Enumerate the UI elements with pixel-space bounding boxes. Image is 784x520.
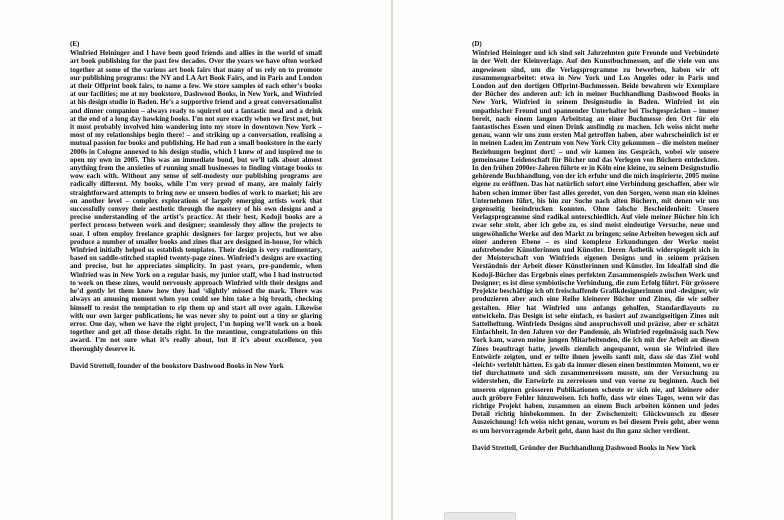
german-body-text: Winfried Heininger und ich sind seit Jahrzehnten gute Freunde und Verbündete in der Welt der Kleinverlage. Auf den Kunstbuchmessen, auf die viele von uns angewiesen sind, um die Verlagsprogramme zu bewerben, haben wir oft zusammengearbeitet: etwa in New York und Los Angeles oder in Paris und London auf den dortigen Offprint-Buchmessen. Beide bewahren wir Exemplare der Bücher des anderen auf: ich in meiner Buchhandlung Dashwood Books in New York, Winfried in seinem Designstudio in Baden. Winfried ist ein empathischer Freund und spannender Unterhalter bei Tischgesprächen – immer bereit, nach einem langen Arbeitstag an einer Buchmesse den Ort für ein fantastisches Essen und einen Drink ausfindig zu machen. Ich weiss nicht mehr genau, wann wir uns zum ersten Mal getroffen haben, aber wahrscheinlich ist er in meinen Laden im Zentrum von New York City gekommen – die meisten meiner Beziehungen beginnt dort! – und wir kamen ins Gespräch, wobei wir unsere gemeinsame Leidenschaft für Bücher und das Verlegen von Büchern entdeckten. In den frühen 2000er-Jahren führte er in Köln eine kleine, zu seinem Designstudio gehörende Buchhandlung, von der ich erfuhr und die mich inspirierte, 2005 meine eigene zu eröffnen. Das hat natürlich sofort eine Verbindung geschaffen, aber wir haben schon immer über fast alles geredet, von den Sorgen, wenn man ein kleines Unternehmen führt, bis hin zur Suche nach alten Büchern, mit denen wir uns gegenseitig beeindrucken konnten. Ohne falsche Bescheidenheit: Unsere Verlagsprogramme sind radikal unterschiedlich. Auf viele meiner Bücher bin ich zwar sehr stolz, aber ich gebe zu, es sind meist eindeutige Versuche, neue und ungewöhnliche Werke auf den Markt zu bringen; seine Arbeiten bewegen sich auf einer anderen Ebene – es sind komplexe Erkundungen der Werke meist aufstrebender Künstlerinnen und Künstler. Deren Ästhetik widerspiegelt sich in der Meisterschaft von Winfrieds eigenen Designs und in seinem präzisen Verständnis der Arbeit dieser Künstlerinnen und Künstler. Im Idealfall sind die Kodoji-Bücher das Ergebnis eines perfekten Zusammenspiels zwischen Werk und Designer; es ist diese symbiotische Verbindung, die zum Erfolg führt. Für grössere Projekte beschäftige ich oft freischaffende Grafikdesignerinnen und -designer, wir produzieren aber auch eine Reihe kleinerer Bücher und Zines, die wir selber gestalten. Hier hat Winfried uns anfangs geholfen, Standardlayouts zu entwickeln. Das Design ist sehr einfach, es basiert auf zwanzigseitigen Zines mit Sattelheftung. Winfrieds Designs sind anspruchsvoll und präzise, aber er schätzt Einfachheit. In den Jahren vor der Pandemie, als Winfried regelmässig nach New York kam, waren meine jungen Mitarbeitenden, die ich mit der Arbeit an diesen Zines beauftragt hatte, jeweils ziemlich angespannt, wenn sie Winfried ihre Entwürfe zeigten, und er teilte ihnen jeweils sanft mit, dass sie das Ziel wohl «leicht» verfehlt hätten. Es gab da immer diesen einen bestimmten Moment, wo er tief durchatmete und sich zusammenreissen musste, um der Versuchung zu widerstehen, die Entwürfe zu zerreissen und von vorne zu beginnen. Auch bei unseren eigenen grösseren Publikationen scheute er sich nie, auf kleinere oder auch gröbere Fehler hinzuweisen. Ich hoffe, dass wir eines Tages, wenn wir das richtige Projekt haben, zusammen an einem Buch arbeiten können und jedes Detail richtig hinbekommen. In der Zwischenzeit: Glückwunsch zu dieser Auszeichnung! Ich weiss nicht genau, worum es bei diesem Preis geht, aber wenn es um hervorragende Arbeit geht, dann hast du ihn ganz sicher verdient.: [472, 49, 719, 435]
left-page: [0, 0, 391, 520]
german-text-block: [472, 40, 719, 452]
german-author-credit: David Strettell, Gründer der Buchhandlung Dashwood Books in New York: [472, 443, 697, 452]
english-author-credit: David Strettell, founder of the bookstore Dashwood Books in New York: [70, 361, 284, 370]
language-marker-german: (D): [472, 40, 482, 48]
page-navigation-tab[interactable]: [444, 512, 516, 520]
english-text-block: [70, 40, 322, 370]
right-page: [393, 0, 784, 520]
language-marker-english: (E): [70, 40, 80, 48]
english-body-text: Winfried Heininger and I have been good friends and allies in the world of small art book publishing for the past few decades. Over the years we have often worked together at some of the various art book fairs that many of us rely on to promote our publishing programs: the NY and LA Art Book Fairs, and in Paris and London at their Offprint book fairs, to name a few. We store samples of each other’s books at our facilities; me at my bookstore, Dashwood Books, in New York, and Winfried at his design studio in Baden. He’s a supportive friend and a great conversationalist and dinner companion – always ready to squirrel out a fantastic meal and a drink at the end of a long day hawking books. I’m not sure exactly when we first met, but it most probably involved him wandering into my store in downtown New York – most of my relationships begin there! – and striking up a conversation, realising a mutual passion for books and publishing. He had run a small bookstore in the early 2000s in Cologne annexed to his design studio, which I knew of and inspired me to open my own in 2005. This was an immediate bond, but we’ll talk about almost anything from the anxieties of running small businesses to finding vintage books to wow each with. Without any sense of self-modesty our publishing programs are radically different. My books, while I’m very proud of many, are mainly fairly straightforward attempts to bring new or unseen bodies of work to market; his are on another level – complex explorations of largely emerging artists work that successfully convey their aesthetic through the mastery of his own designs and a precise understanding of the artist’s practice. At their best, Kodoji books are a perfect process between work and designer; seamlessly they allow the projects to soar. I often employ freelance graphic designers for larger projects, but we also produce a number of smaller books and zines that are designed in-house, for which Winfried initially helped us establish templates. Their design is very rudimentary, based on saddle-stitched stapled twenty-page zines. Winfried’s designs are exacting and precise, but he appreciates simplicity. In past years, pre-pandemic, when Winfried was in New York on a regular basis, my junior staff, who I had instructed to work on these zines, would nervously approach Winfried with their designs and he’d gently let them know how they had ‘slightly’ missed the mark. There was always an amusing moment when you could see him take a big breath, checking himself to resist the temptation to rip them up and start all over again. Likewise with our own larger publications, he was never shy to point out a tiny or glaring error. One day, when we have the right project, I’m hoping we’ll work on a book together and get all those details right. In the meantime, congratulations on this award. I’m not sure what it’s really about, but if it’s about excellence, you thoroughly deserve it.: [70, 49, 322, 353]
